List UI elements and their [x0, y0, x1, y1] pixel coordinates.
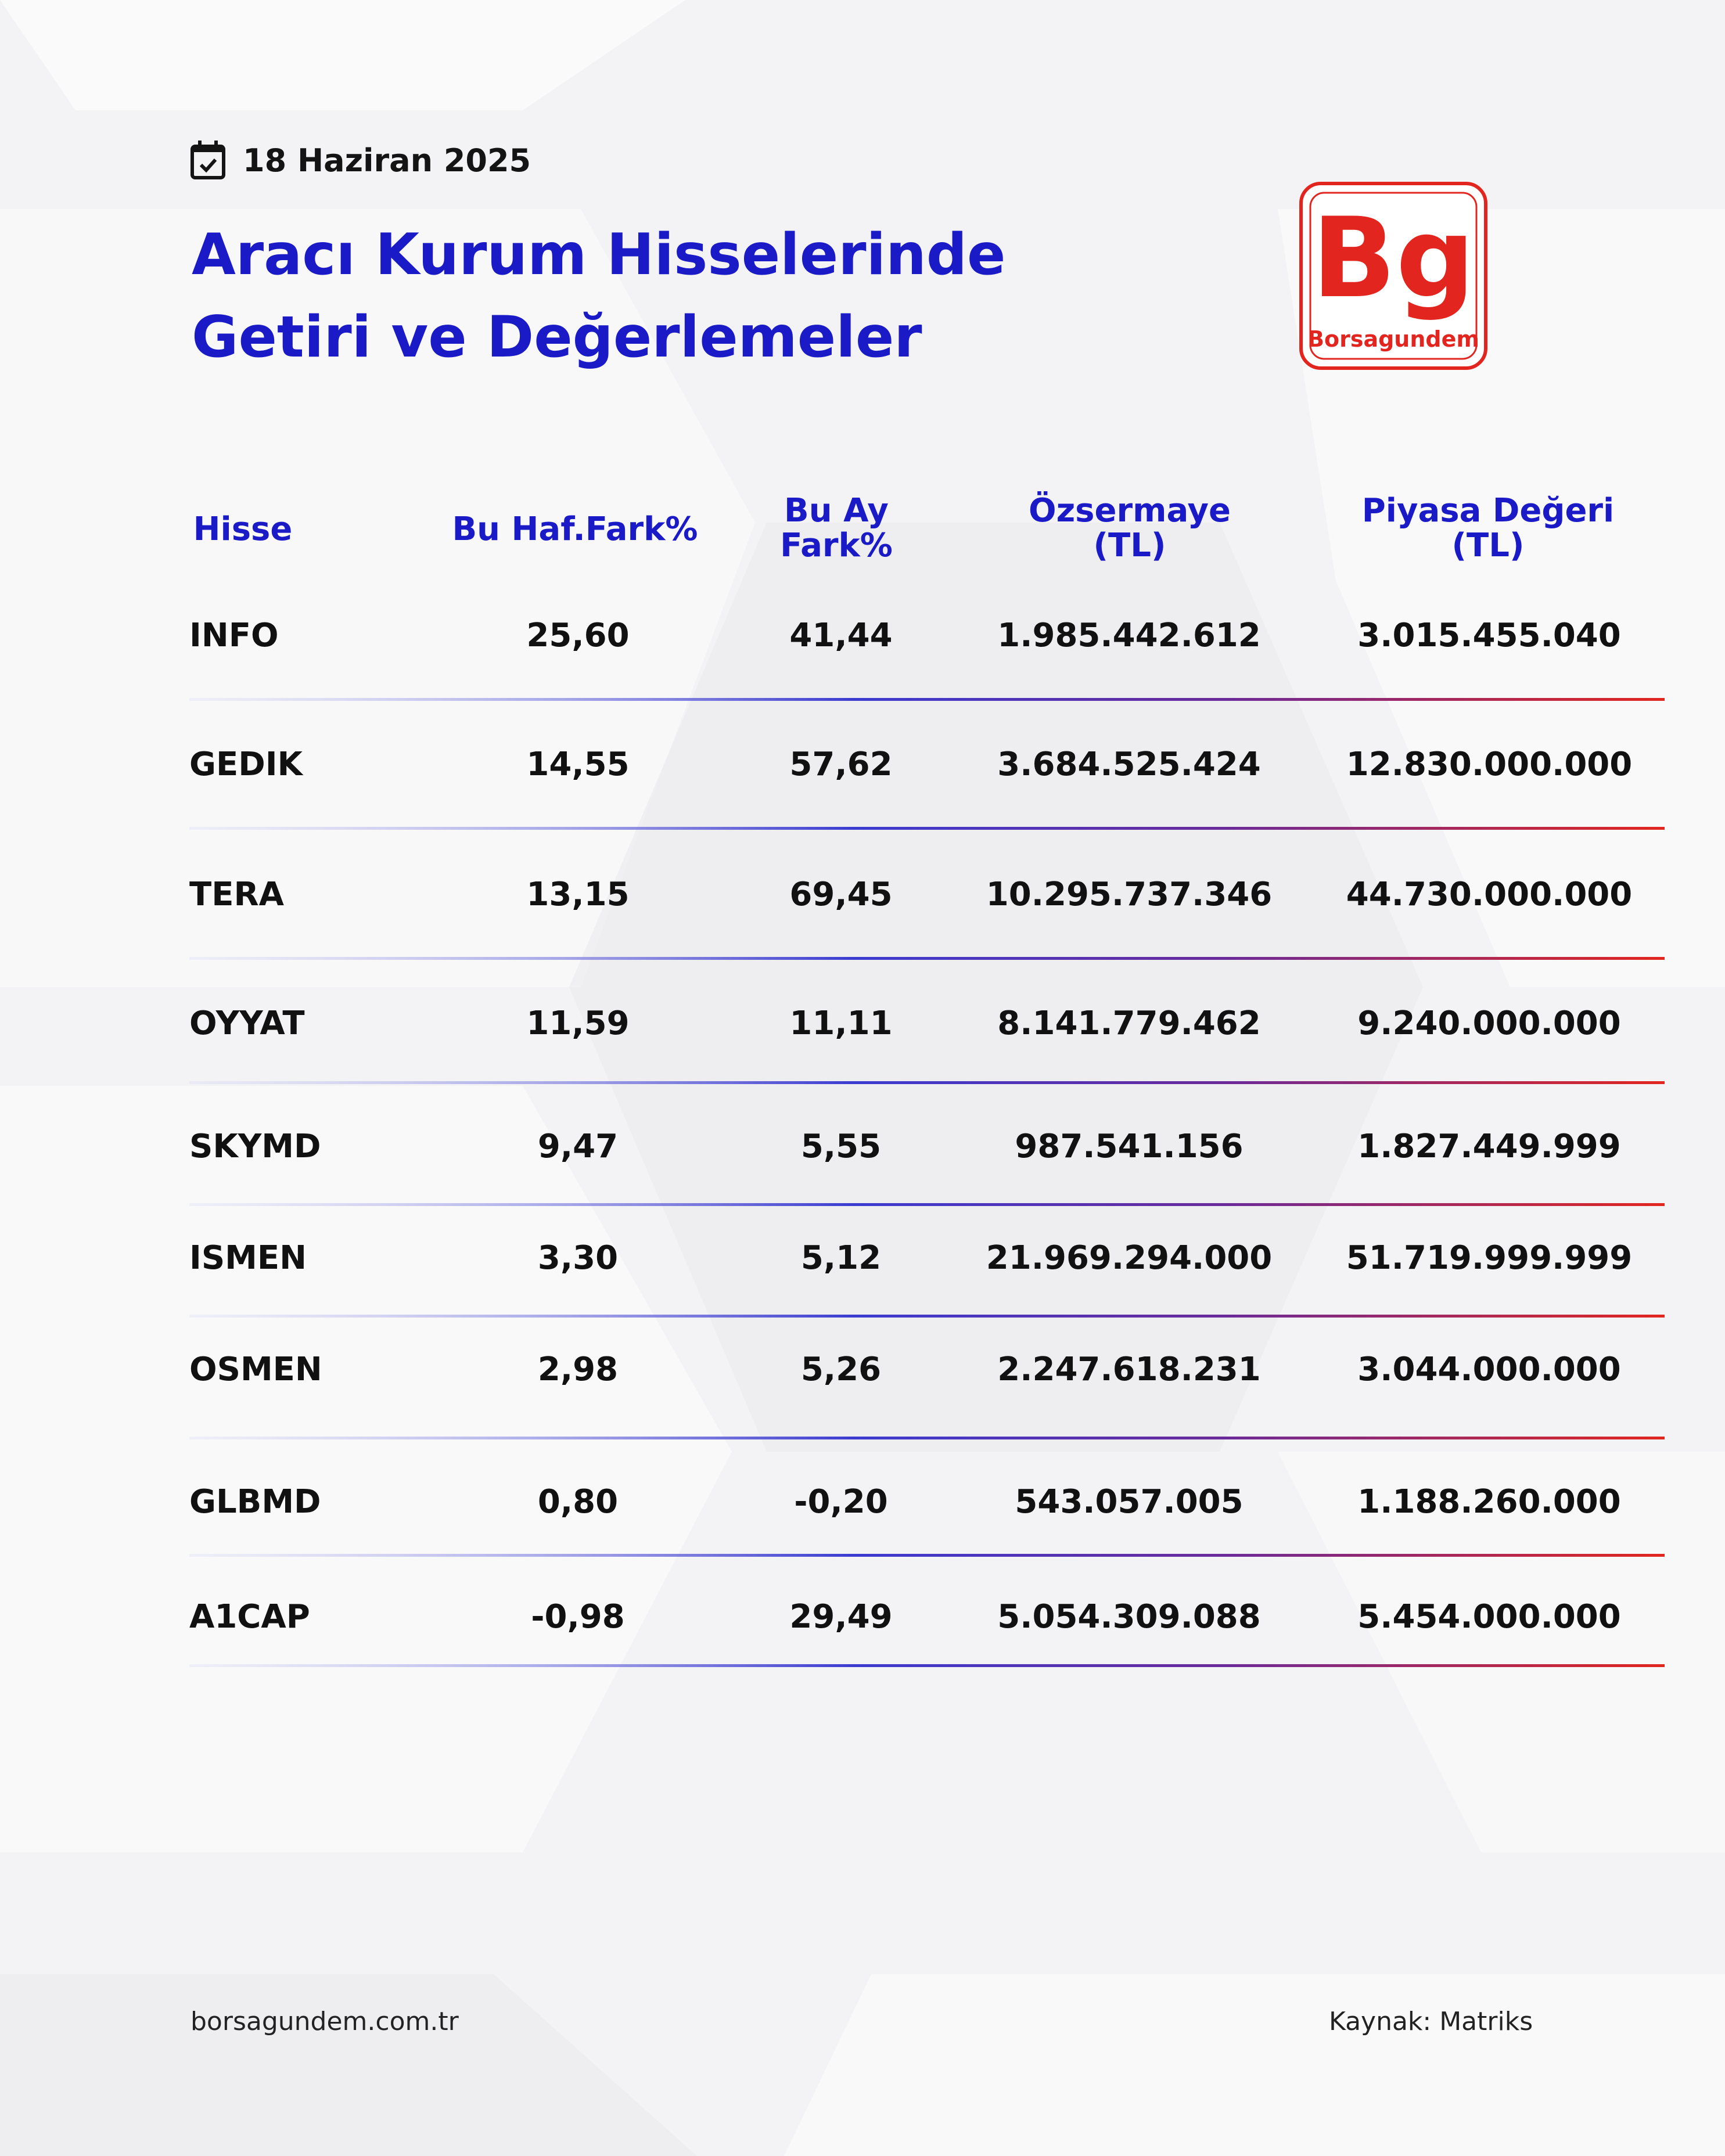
header-market-cap: Piyasa Değeri (TL): [1361, 492, 1615, 564]
equity-value: 21.969.294.000: [986, 1239, 1273, 1277]
market-cap-value: 9.240.000.000: [1357, 1005, 1621, 1042]
month-change: 5,55: [800, 1128, 882, 1165]
row-separator: [189, 1554, 1665, 1557]
header-week-change: Bu Haf.Fark%: [452, 510, 698, 548]
market-cap-value: 3.044.000.000: [1357, 1351, 1621, 1388]
row-separator: [189, 1081, 1665, 1084]
month-change: 11,11: [789, 1005, 893, 1042]
stock-name: ISMEN: [189, 1239, 307, 1277]
row-separator: [189, 1664, 1665, 1667]
stock-name: OYYAT: [189, 1005, 305, 1042]
svg-text:Borsagundem: Borsagundem: [1307, 326, 1479, 352]
market-cap-value: 5.454.000.000: [1357, 1598, 1621, 1636]
row-separator: [189, 827, 1665, 830]
row-separator: [189, 698, 1665, 701]
month-change: 69,45: [789, 876, 893, 913]
week-change: 13,15: [526, 876, 630, 913]
borsagundem-logo: [1299, 181, 1488, 370]
header-hisse: Hisse: [193, 510, 293, 548]
market-cap-value: 12.830.000.000: [1346, 746, 1633, 783]
market-cap-value: 3.015.455.040: [1357, 617, 1621, 654]
row-separator: [189, 1437, 1665, 1439]
svg-text:Bg: Bg: [1311, 194, 1475, 322]
equity-value: 5.054.309.088: [997, 1598, 1261, 1636]
header-month-change: Bu Ay Fark%: [780, 492, 893, 564]
equity-value: 10.295.737.346: [986, 876, 1273, 913]
week-change: 0,80: [537, 1483, 619, 1521]
title-line-2: Getiri ve Değerlemeler: [192, 304, 922, 370]
stock-name: TERA: [189, 876, 284, 913]
stock-name: A1CAP: [189, 1598, 310, 1636]
month-change: 5,26: [800, 1351, 882, 1388]
title-line-1: Aracı Kurum Hisselerinde: [192, 222, 1006, 288]
date-row: [189, 139, 531, 181]
month-change: 5,12: [800, 1239, 882, 1277]
week-change: 3,30: [537, 1239, 619, 1277]
equity-value: 1.985.442.612: [997, 617, 1261, 654]
market-cap-value: 1.827.449.999: [1357, 1128, 1621, 1165]
equity-value: 3.684.525.424: [997, 746, 1261, 783]
week-change: 14,55: [526, 746, 630, 783]
stock-name: OSMEN: [189, 1351, 322, 1388]
week-change: 25,60: [526, 617, 630, 654]
footer-source: Kaynak: Matriks: [1329, 2007, 1533, 2036]
row-separator: [189, 1203, 1665, 1206]
equity-value: 8.141.779.462: [997, 1005, 1261, 1042]
equity-value: 543.057.005: [1015, 1483, 1244, 1521]
market-cap-value: 44.730.000.000: [1346, 876, 1633, 913]
stock-name: INFO: [189, 617, 279, 654]
week-change: 11,59: [526, 1005, 630, 1042]
calendar-check-icon: [189, 139, 227, 181]
equity-value: 987.541.156: [1015, 1128, 1244, 1165]
market-cap-value: 1.188.260.000: [1357, 1483, 1621, 1521]
month-change: 57,62: [789, 746, 893, 783]
stock-name: GEDIK: [189, 746, 303, 783]
page-title: [192, 214, 1006, 379]
header-equity: Özsermaye (TL): [1028, 492, 1231, 564]
month-change: -0,20: [794, 1483, 888, 1521]
month-change: 29,49: [789, 1598, 893, 1636]
footer-website: borsagundem.com.tr: [191, 2007, 459, 2036]
week-change: 2,98: [537, 1351, 619, 1388]
stock-name: GLBMD: [189, 1483, 321, 1521]
equity-value: 2.247.618.231: [997, 1351, 1261, 1388]
row-separator: [189, 1315, 1665, 1318]
month-change: 41,44: [789, 617, 893, 654]
week-change: -0,98: [531, 1598, 625, 1636]
date-label: 18 Haziran 2025: [243, 142, 531, 179]
row-separator: [189, 957, 1665, 960]
stock-name: SKYMD: [189, 1128, 321, 1165]
week-change: 9,47: [537, 1128, 619, 1165]
market-cap-value: 51.719.999.999: [1346, 1239, 1633, 1277]
